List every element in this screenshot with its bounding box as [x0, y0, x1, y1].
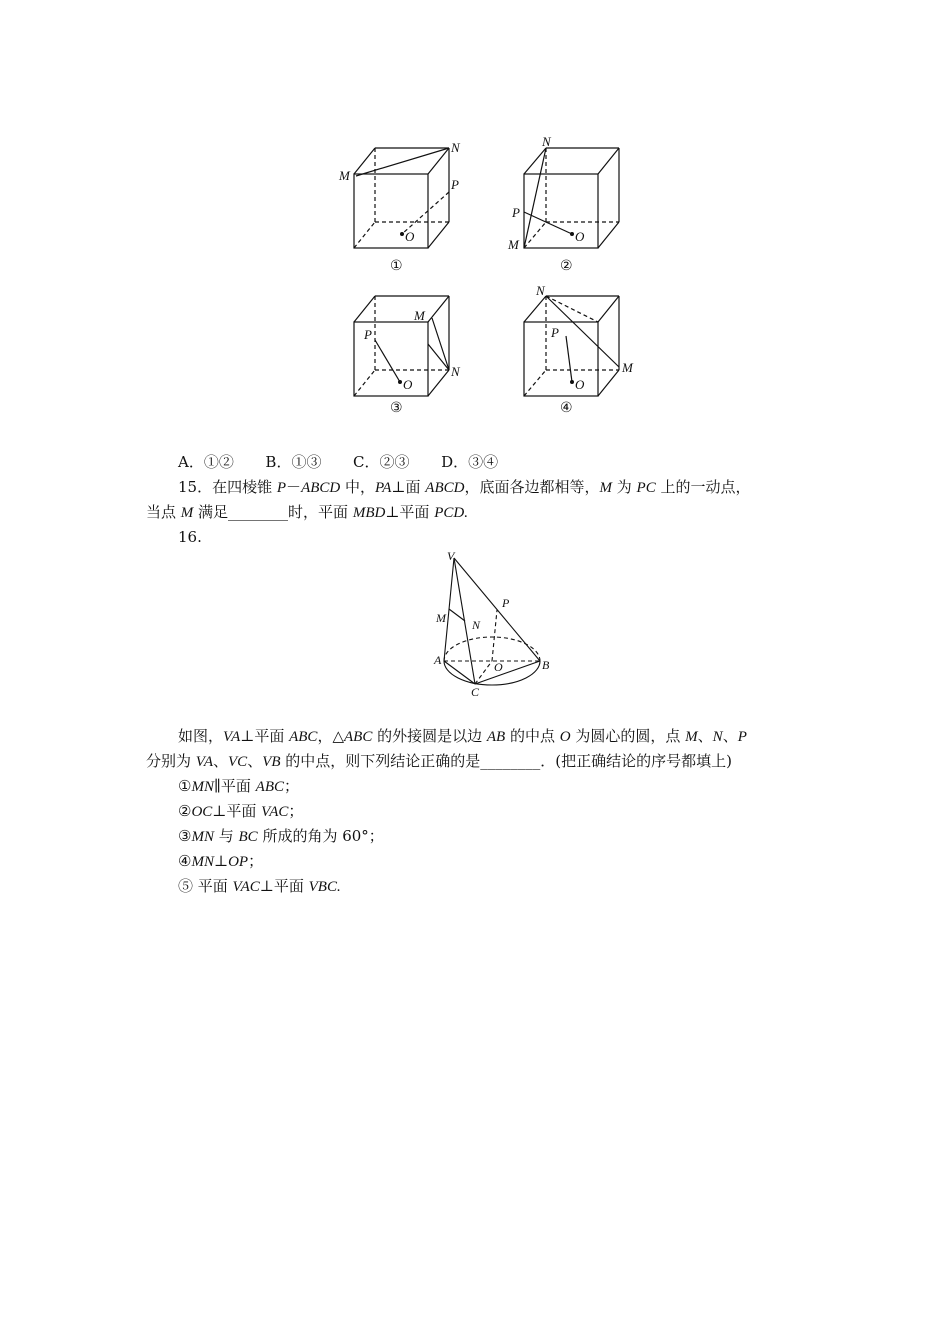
svg-text:P: P	[551, 325, 559, 340]
q14-choices	[178, 452, 498, 472]
svg-text:O: O	[403, 377, 413, 392]
cone-figure	[0, 545, 950, 705]
q16-statement-1: ①MN∥平面 ABC；	[178, 777, 300, 795]
svg-text:B: B	[542, 658, 550, 672]
choice-a: A．①②	[178, 453, 234, 471]
svg-text:①: ①	[390, 258, 403, 274]
q16-statement-4: ④MN⊥OP；	[178, 852, 264, 870]
choice-b: B．①③	[265, 453, 322, 471]
svg-text:④: ④	[560, 400, 573, 416]
svg-text:N: N	[451, 364, 460, 379]
svg-text:P: P	[502, 596, 510, 610]
svg-text:O: O	[575, 377, 585, 392]
q16-statement-5: ⑤ 平面 VAC⊥平面 VBC.	[178, 877, 341, 895]
choice-d: D．③④	[441, 453, 499, 471]
svg-text:M: M	[436, 611, 446, 625]
svg-text:P: P	[451, 177, 459, 192]
svg-text:C: C	[471, 685, 480, 699]
svg-text:P: P	[512, 205, 520, 220]
svg-text:M: M	[414, 308, 425, 323]
svg-text:②: ②	[560, 258, 573, 274]
svg-text:③: ③	[390, 400, 403, 416]
q16-number: 16.	[178, 528, 202, 546]
q15-line-2: 当点 M 满足________时，平面 MBD⊥平面 PCD.	[146, 503, 468, 521]
q16-line-2: 分别为 VA、VC、VB 的中点，则下列结论正确的是________．(把正确结论的序号都填上)	[146, 752, 733, 770]
svg-text:M: M	[622, 360, 633, 375]
choice-c: C．②③	[353, 453, 410, 471]
svg-text:N: N	[536, 283, 545, 298]
svg-text:M: M	[508, 237, 519, 252]
q15-line-1: 15．在四棱锥 P－ABCD 中，PA⊥面 ABCD，底面各边都相等，M 为 PC 上的一动点，	[178, 478, 751, 496]
svg-text:N: N	[451, 140, 460, 155]
svg-text:O: O	[494, 660, 503, 674]
q16-statement-2: ②OC⊥平面 VAC；	[178, 802, 304, 820]
cube-figures	[0, 0, 950, 430]
svg-text:A: A	[434, 653, 442, 667]
svg-text:N: N	[542, 134, 551, 149]
svg-text:P: P	[364, 327, 372, 342]
svg-text:M: M	[339, 168, 350, 183]
q16-line-1: 如图，VA⊥平面 ABC，△ABC 的外接圆是以边 AB 的中点 O 为圆心的圆，点 M、N、P	[178, 727, 747, 745]
svg-text:O: O	[405, 229, 415, 244]
q16-statement-3: ③MN 与 BC 所成的角为 60°；	[178, 827, 384, 845]
svg-text:N: N	[472, 618, 481, 632]
svg-text:O: O	[575, 229, 585, 244]
svg-text:V: V	[447, 549, 455, 563]
